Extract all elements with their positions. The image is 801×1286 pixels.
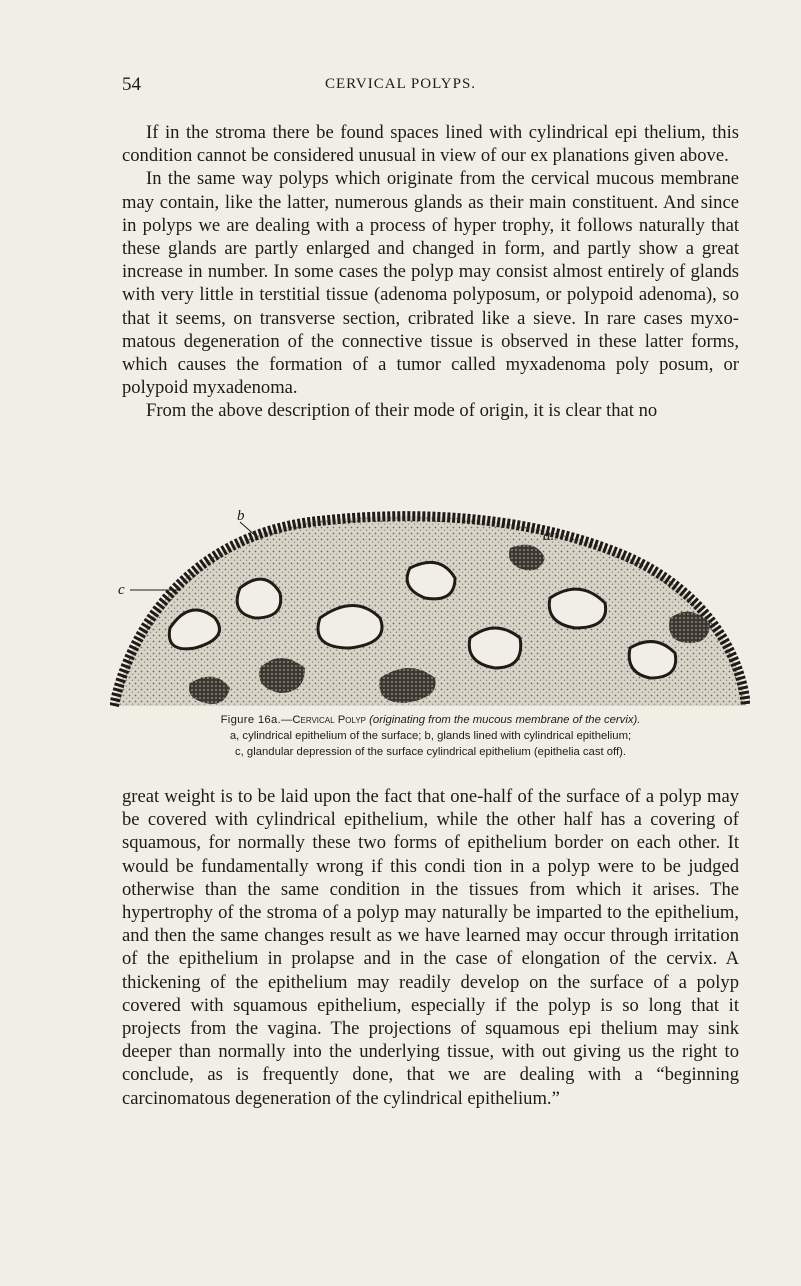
caption-heading: Cervical Polyp bbox=[292, 714, 367, 726]
caption-subtitle: (originating from the mucous membrane of the cervix). bbox=[369, 714, 641, 726]
figure-label-c: c bbox=[118, 582, 125, 598]
caption-detail-line-2: c, glandular depression of the surface cylindrical epithelium (epithelia cast off). bbox=[235, 746, 626, 758]
running-head: CERVICAL POLYPS. bbox=[324, 76, 477, 92]
figure-caption bbox=[122, 712, 739, 760]
page-header bbox=[122, 74, 679, 98]
figure-label-a: a. bbox=[543, 528, 555, 544]
page-number: 54 bbox=[122, 74, 141, 95]
polyp-illustration bbox=[110, 508, 750, 708]
paragraph: From the above description of their mode of origin, it is clear that no bbox=[146, 400, 658, 422]
paragraph: If in the stroma there be found spaces lined with cylindrical epi thelium, this condition cannot be considered unusual in view of our ex planations given above. bbox=[122, 122, 739, 167]
figure-label-b: b bbox=[237, 508, 245, 524]
body-text-bottom bbox=[122, 785, 739, 1110]
tissue-section bbox=[114, 516, 746, 706]
caption-figure-number: Figure 16a. bbox=[220, 714, 282, 726]
caption-separator: — bbox=[281, 714, 293, 726]
body-text-top bbox=[122, 121, 739, 423]
paragraph: In the same way polyps which originate from the cervical mucous membrane may contain, like the latter, numerous glands as their main constituent. And since in polyps we are dealing with a process of hyper trophy, it follows naturally that these glands are partly enlarged and changed in form, and partly show a great increase in number. In some cases the polyp may consist almost entirely of glands with very little in terstitial tissue (adenoma polyposum, or polypoid adenoma), so that it seems, on transverse section, cribrated like a sieve. In rare cases myxo matous degeneration of the connective tissue is observed in these latter forms, which causes the formation of a tumor called myxadenoma poly posum, or polypoid myxadenoma. bbox=[122, 168, 739, 399]
caption-title bbox=[122, 712, 739, 728]
caption-detail-line-1: a, cylindrical epithelium of the surface; b, glands lined with cylindrical epithelium; bbox=[229, 730, 632, 742]
paragraph: great weight is to be laid upon the fact that one-half of the surface of a polyp may be covered with cylindrical epithelium, while the other half has a covering of squamous, for normally these two forms of epithelium border on each other. It would be fundamentally wrong if this condi tion in a polyp were to be judged otherwise than the same condition in the tissues from which it arises. The hypertrophy of the stroma of a polyp may naturally be imparted to the epithelium, and then the same changes result as we have learned may occur through irritation of the epithelium in prolapse and in the case of elongation of the cervix. A thickening of the epithelium may readily develop on the surface of a polyp covered with squamous epithelium, especially if the polyp is so long that it projects from the vagina. The projections of squamous epi thelium may sink deeper than normally into the underlying tissue, with out giving us the right to conclude, as is frequently done, that we are dealing with a “beginning carcinomatous degeneration of the cylindrical epithelium.” bbox=[122, 786, 739, 1109]
